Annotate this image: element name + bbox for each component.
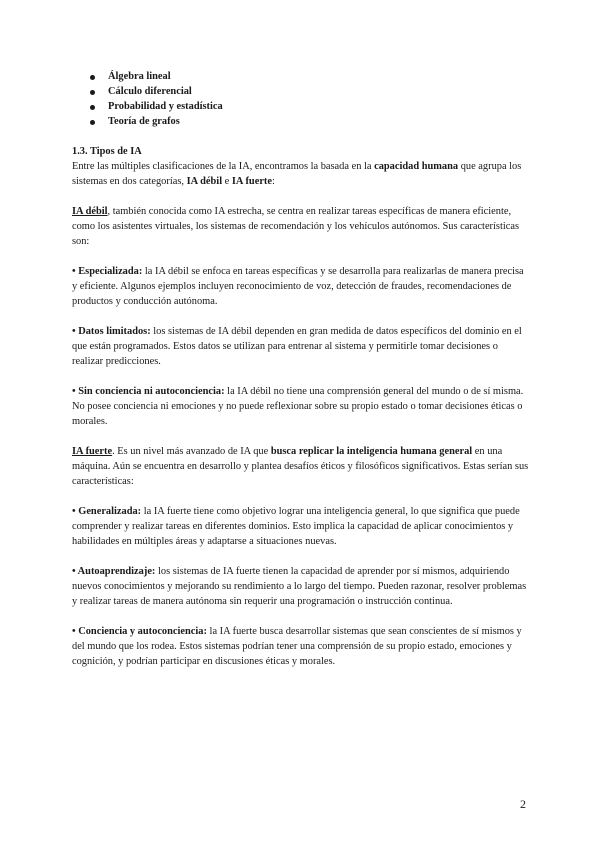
- list-item: Cálculo diferencial: [88, 84, 223, 99]
- page-number: 2: [520, 797, 526, 811]
- list-item: Álgebra lineal: [88, 69, 223, 84]
- section-content: [72, 144, 530, 669]
- weak-ai-intro: IA débil, también conocida como IA estrecha, se centra en realizar tareas específicas de manera eficiente, como los asistentes virtuales, los sistemas de recomendación y los vehículos autónomos. Sus características son:: [72, 206, 519, 247]
- weak-ai-term: IA débil: [72, 206, 108, 217]
- strong-ai-feature: • Generalizada: la IA fuerte tiene como objetivo lograr una inteligencia general, lo que significa que puede comprender y realizar tareas en diferentes dominios. Esto implica la capacidad de aplicar conocimientos y habilidades en múltiples áreas y adaptarse a situaciones nuevas.: [72, 506, 520, 547]
- weak-ai-feature: • Sin conciencia ni autoconciencia: la IA débil no tiene una comprensión general del mundo o de sí misma. No posee conciencia ni emociones y no puede reflexionar sobre su propio estado o tomar decisiones éticas o morales.: [72, 386, 524, 427]
- bullet-icon: [90, 75, 95, 80]
- bullet-icon: [90, 120, 95, 125]
- list-item: Probabilidad y estadística: [88, 99, 223, 114]
- weak-ai-feature: • Datos limitados: los sistemas de IA débil dependen en gran medida de datos específicos del dominio en el que están programados. Estos datos se utilizan para entrenar al sistema y permitirle tomar decisiones o realizar predicciones.: [72, 326, 522, 367]
- bullet-icon: [90, 105, 95, 110]
- section-heading: 1.3. Tipos de IA: [72, 146, 142, 157]
- strong-ai-feature: • Autoaprendizaje: los sistemas de IA fuerte tienen la capacidad de aprender por sí mismos, adquiriendo nuevos conocimientos y mejorando su rendimiento a lo largo del tiempo. Pueden razonar, resolver problemas y realizar tareas de manera autónoma sin requerir una programación o instrucción continua.: [72, 566, 527, 607]
- strong-ai-term: IA fuerte: [72, 446, 113, 457]
- list-item: Teoría de grafos: [88, 114, 223, 129]
- strong-ai-feature: • Conciencia y autoconciencia: la IA fuerte busca desarrollar sistemas que sean conscientes de sí mismos y del mundo que los rodea. Estos sistemas podrían tener una comprensión de su propio estado, emociones y cognición, y podrían participar en discusiones éticas y morales.: [72, 626, 522, 667]
- intro-paragraph: Entre las múltiples clasificaciones de la IA, encontramos la basada en la capacidad humana que agrupa los sistemas en dos categorías, IA débil e IA fuerte:: [72, 161, 522, 187]
- math-topics-list: [88, 69, 223, 129]
- strong-ai-intro: IA fuerte. Es un nivel más avanzado de IA que busca replicar la inteligencia humana general en una máquina. Aún se encuentra en desarrollo y plantea desafíos éticos y filosóficos significativos. Estas serían sus características:: [72, 446, 529, 487]
- weak-ai-feature: • Especializada: la IA débil se enfoca en tareas específicas y se desarrolla para realizarlas de manera precisa y eficiente. Algunos ejemplos incluyen reconocimiento de voz, detección de fraudes, recomendaciones de productos y conducción autónoma.: [72, 266, 524, 307]
- bullet-icon: [90, 90, 95, 95]
